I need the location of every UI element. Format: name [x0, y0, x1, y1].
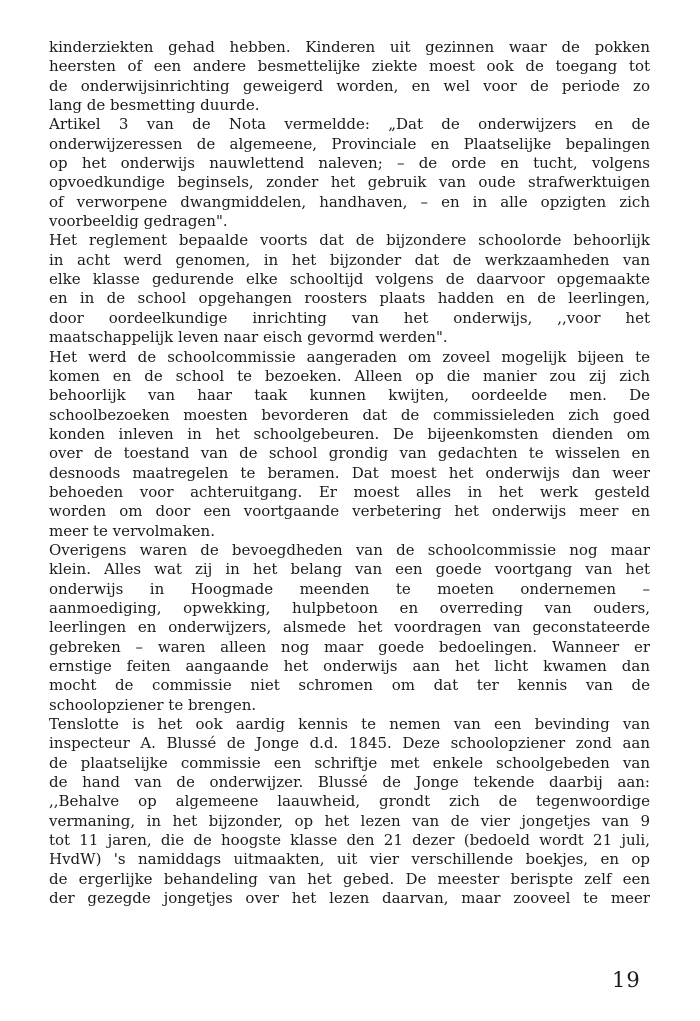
text-line: schoolbezoeken moesten bevorderen dat de commissieleden zich goed — [49, 405, 650, 424]
text-line: over de toestand van de school grondig van gedachten te wisselen en — [49, 444, 650, 463]
text-line: en in de school opgehangen roosters plaats hadden en de leerlingen, — [49, 289, 650, 308]
paragraph — [49, 715, 650, 908]
text-line: konden inleven in het schoolgebeuren. De bijeenkomsten dienden om — [49, 424, 650, 443]
text-line: Artikel 3 van de Nota vermeldde: „Dat de onderwijzers en de — [49, 115, 650, 134]
text-line: ,,Behalve op algemeene laauwheid, grondt zich de tegenwoordige — [49, 792, 650, 811]
text-line: inspecteur A. Blussé de Jonge d.d. 1845. Deze schoolopziener zond aan — [49, 734, 650, 753]
text-line: voorbeeldig gedragen". — [49, 212, 228, 231]
paragraph — [49, 115, 650, 231]
text-line: kinderziekten gehad hebben. Kinderen uit gezinnen waar de pokken — [49, 38, 650, 56]
text-line: gebreken – waren alleen nog maar goede bedoelingen. Wanneer er — [49, 637, 650, 656]
text-line: of verworpene dwangmiddelen, handhaven, – en in alle opzigten zich — [49, 192, 650, 211]
text-line: Tenslotte is het ook aardig kennis te nemen van een bevinding van — [49, 715, 650, 734]
text-line: heersten of een andere besmettelijke ziekte moest ook de toegang tot — [49, 57, 650, 76]
text-line: aanmoediging, opwekking, hulpbetoon en overreding van ouders, — [49, 598, 650, 617]
text-line: de ergerlijke behandeling van het gebed. De meester berispte zelf een — [49, 869, 650, 888]
text-line: meer te vervolmaken. — [49, 521, 215, 540]
text-line: behoorlijk van haar taak kunnen kwijten, oordeelde men. De — [49, 386, 650, 405]
body-text — [49, 38, 650, 908]
text-line: door oordeelkundige inrichting van het onderwijs, ,,voor het — [49, 308, 650, 327]
text-line: Het werd de schoolcommissie aangeraden om zoveel mogelijk bijeen te — [49, 347, 650, 366]
text-line: der gezegde jongetjes over het lezen daarvan, maar zooveel te meer — [49, 889, 650, 908]
paragraph — [49, 348, 650, 541]
text-line: tot 11 jaren, die de hoogste klasse den 21 dezer (bedoeld wordt 21 juli, — [49, 831, 650, 850]
text-line: ernstige feiten aangaande het onderwijs aan het licht kwamen dan — [49, 657, 650, 675]
text-line: komen en de school te bezoeken. Alleen op die manier zou zij zich — [49, 366, 650, 385]
text-line: Overigens waren de bevoegdheden van de schoolcommissie nog maar — [49, 540, 650, 559]
text-line: elke klasse gedurende elke schooltijd volgens de daarvoor opgemaakte — [49, 270, 650, 289]
paragraph — [49, 38, 650, 115]
text-line: op het onderwijs nauwlettend naleven; – de orde en tucht, volgens — [49, 154, 650, 173]
text-line: de plaatselijke commissie een schriftje met enkele schoolgebeden van — [49, 753, 650, 772]
text-line: onderwijs in Hoogmade meenden te moeten ondernemen – — [49, 579, 650, 598]
text-line: HvdW) 's namiddags uitmaakten, uit vier verschillende boekjes, en op — [49, 850, 650, 869]
text-line: leerlingen en onderwijzers, alsmede het voordragen van geconstateerde — [49, 618, 650, 637]
text-line: mocht de commissie niet schromen om dat ter kennis van de — [49, 676, 650, 695]
text-line: in acht werd genomen, in het bijzonder dat de werkzaamheden van — [49, 250, 650, 269]
text-line: opvoedkundige beginsels, zonder het gebruik van oude strafwerktuigen — [49, 173, 650, 192]
text-line: lang de besmetting duurde. — [49, 96, 260, 115]
text-line: Het reglement bepaalde voorts dat de bijzondere schoolorde behoorlijk — [49, 231, 650, 250]
text-line: maatschappelijk leven naar eisch gevormd werden". — [49, 328, 448, 347]
paragraph — [49, 231, 650, 347]
text-line: behoeden voor achteruitgang. Er moest alles in het werk gesteld — [49, 482, 650, 501]
text-line: de onderwijsinrichting geweigerd worden, en wel voor de periode zo — [49, 76, 650, 95]
text-line: onderwijzeressen de algemeene, Provinciale en Plaatselijke bepalingen — [49, 134, 650, 153]
text-line: vermaning, in het bijzonder, op het lezen van de vier jongetjes van 9 — [49, 811, 650, 830]
text-line: de hand van de onderwijzer. Blussé de Jonge tekende daarbij aan: — [49, 773, 650, 792]
text-line: worden om door een voortgaande verbetering het onderwijs meer en — [49, 502, 650, 521]
page-number: 19 — [612, 968, 641, 992]
paragraph — [49, 541, 650, 715]
text-line: desnoods maatregelen te beramen. Dat moest het onderwijs dan weer — [49, 463, 650, 482]
text-line: klein. Alles wat zij in het belang van een goede voortgang van het — [49, 560, 650, 579]
text-line: schoolopziener te brengen. — [49, 695, 257, 714]
